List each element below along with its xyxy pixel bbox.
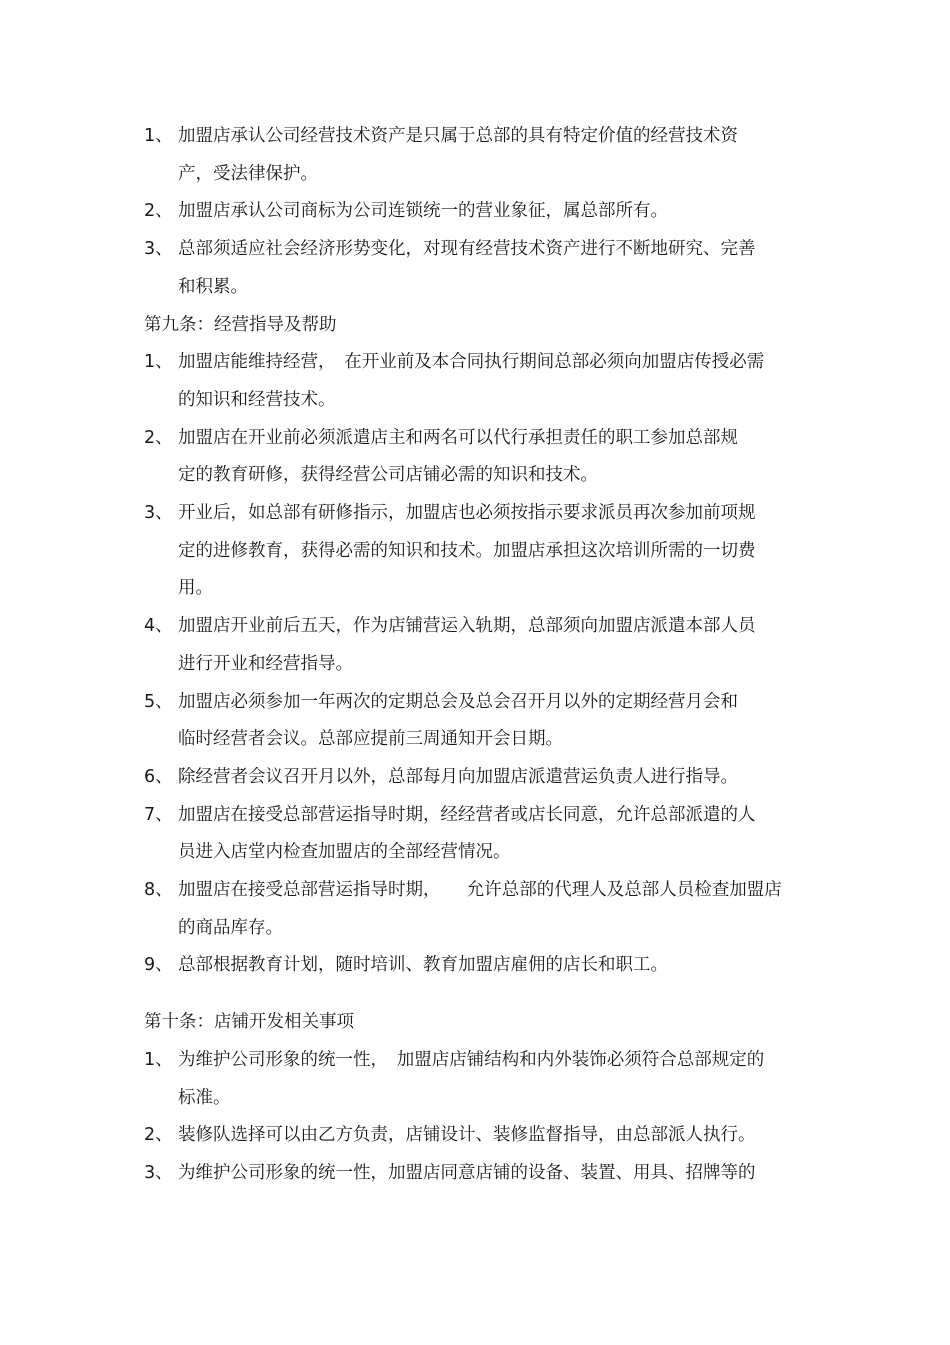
- list-item-text: 和积累。: [178, 276, 248, 297]
- list-item-text: 的商品库存。: [178, 917, 283, 938]
- list-item-text: 总部须适应社会经济形势变化，对现有经营技术资产进行不断地研究、完善: [178, 239, 756, 260]
- list-item-text: 为维护公司形象的统一性， 加盟店店铺结构和内外装饰必须符合总部规定的: [178, 1049, 765, 1070]
- list-item-number: 5、: [144, 691, 173, 712]
- list-item-number: 1、: [144, 1049, 173, 1070]
- list-item-text: 用。: [178, 578, 213, 599]
- section-heading-text: 第十条：店铺开发相关事项: [144, 1012, 354, 1033]
- list-item-text: 员进入店堂内检查加盟店的全部经营情况。: [178, 842, 511, 863]
- list-item-number: 9、: [144, 955, 173, 976]
- list-item-text: 的知识和经营技术。: [178, 389, 336, 410]
- list-item-number: 7、: [144, 804, 173, 825]
- list-item-text: 为维护公司形象的统一性，加盟店同意店铺的设备、装置、用具、招牌等的: [178, 1162, 756, 1183]
- list-item-text: 加盟店开业前后五天，作为店铺营运入轨期，总部须向加盟店派遣本部人员: [178, 616, 756, 637]
- list-item-number: 2、: [144, 427, 173, 448]
- list-item-text: 临时经营者会议。总部应提前三周通知开会日期。: [178, 729, 563, 750]
- list-item-number: 6、: [144, 766, 173, 787]
- list-item-text: 加盟店在开业前必须派遣店主和两名可以代行承担责任的职工参加总部规: [178, 427, 738, 448]
- list-item-text: 加盟店承认公司经营技术资产是只属于总部的具有特定价值的经营技术资: [178, 126, 738, 146]
- list-item-text: 装修队选择可以由乙方负责，店铺设计、装修监督指导，由总部派人执行。: [178, 1125, 756, 1146]
- list-item-text: 除经营者会议召开月以外，总部每月向加盟店派遣营运负责人进行指导。: [178, 766, 738, 787]
- list-item-number: 3、: [144, 239, 173, 260]
- list-item-text: 加盟店在接受总部营运指导时期， 允许总部的代理人及总部人员检查加盟店: [178, 880, 782, 900]
- list-item-text: 加盟店承认公司商标为公司连锁统一的营业象征，属总部所有。: [178, 201, 668, 222]
- list-item-text: 定的教育研修，获得经营公司店铺必需的知识和技术。: [178, 465, 598, 486]
- list-item-text: 开业后，如总部有研修指示，加盟店也必须按指示要求派员再次参加前项规: [178, 503, 756, 523]
- list-item-text: 进行开业和经营指导。: [178, 653, 353, 674]
- list-item-text: 标准。: [178, 1087, 231, 1108]
- list-item-number: 1、: [144, 352, 173, 373]
- section-heading-text: 第九条：经营指导及帮助: [144, 314, 337, 335]
- list-item-text: 加盟店必须参加一年两次的定期总会及总会召开月以外的定期经营月会和: [178, 691, 738, 712]
- list-item-number: 3、: [144, 503, 173, 523]
- list-item-text: 加盟店能维持经营， 在开业前及本合同执行期间总部必须向加盟店传授必需: [178, 352, 765, 373]
- list-item-text: 总部根据教育计划，随时培训、教育加盟店雇佣的店长和职工。: [178, 955, 668, 976]
- list-item-number: 4、: [144, 616, 173, 637]
- list-item-number: 2、: [144, 1125, 173, 1146]
- list-item-text: 定的进修教育，获得必需的知识和技术。加盟店承担这次培训所需的一切费: [178, 540, 756, 561]
- list-item-number: 2、: [144, 201, 173, 222]
- list-item-text: 产，受法律保护。: [178, 163, 318, 184]
- list-item-number: 8、: [144, 880, 173, 900]
- list-item-number: 3、: [144, 1162, 173, 1183]
- list-item-text: 加盟店在接受总部营运指导时期，经经营者或店长同意，允许总部派遣的人: [178, 804, 756, 825]
- list-item-number: 1、: [144, 126, 173, 146]
